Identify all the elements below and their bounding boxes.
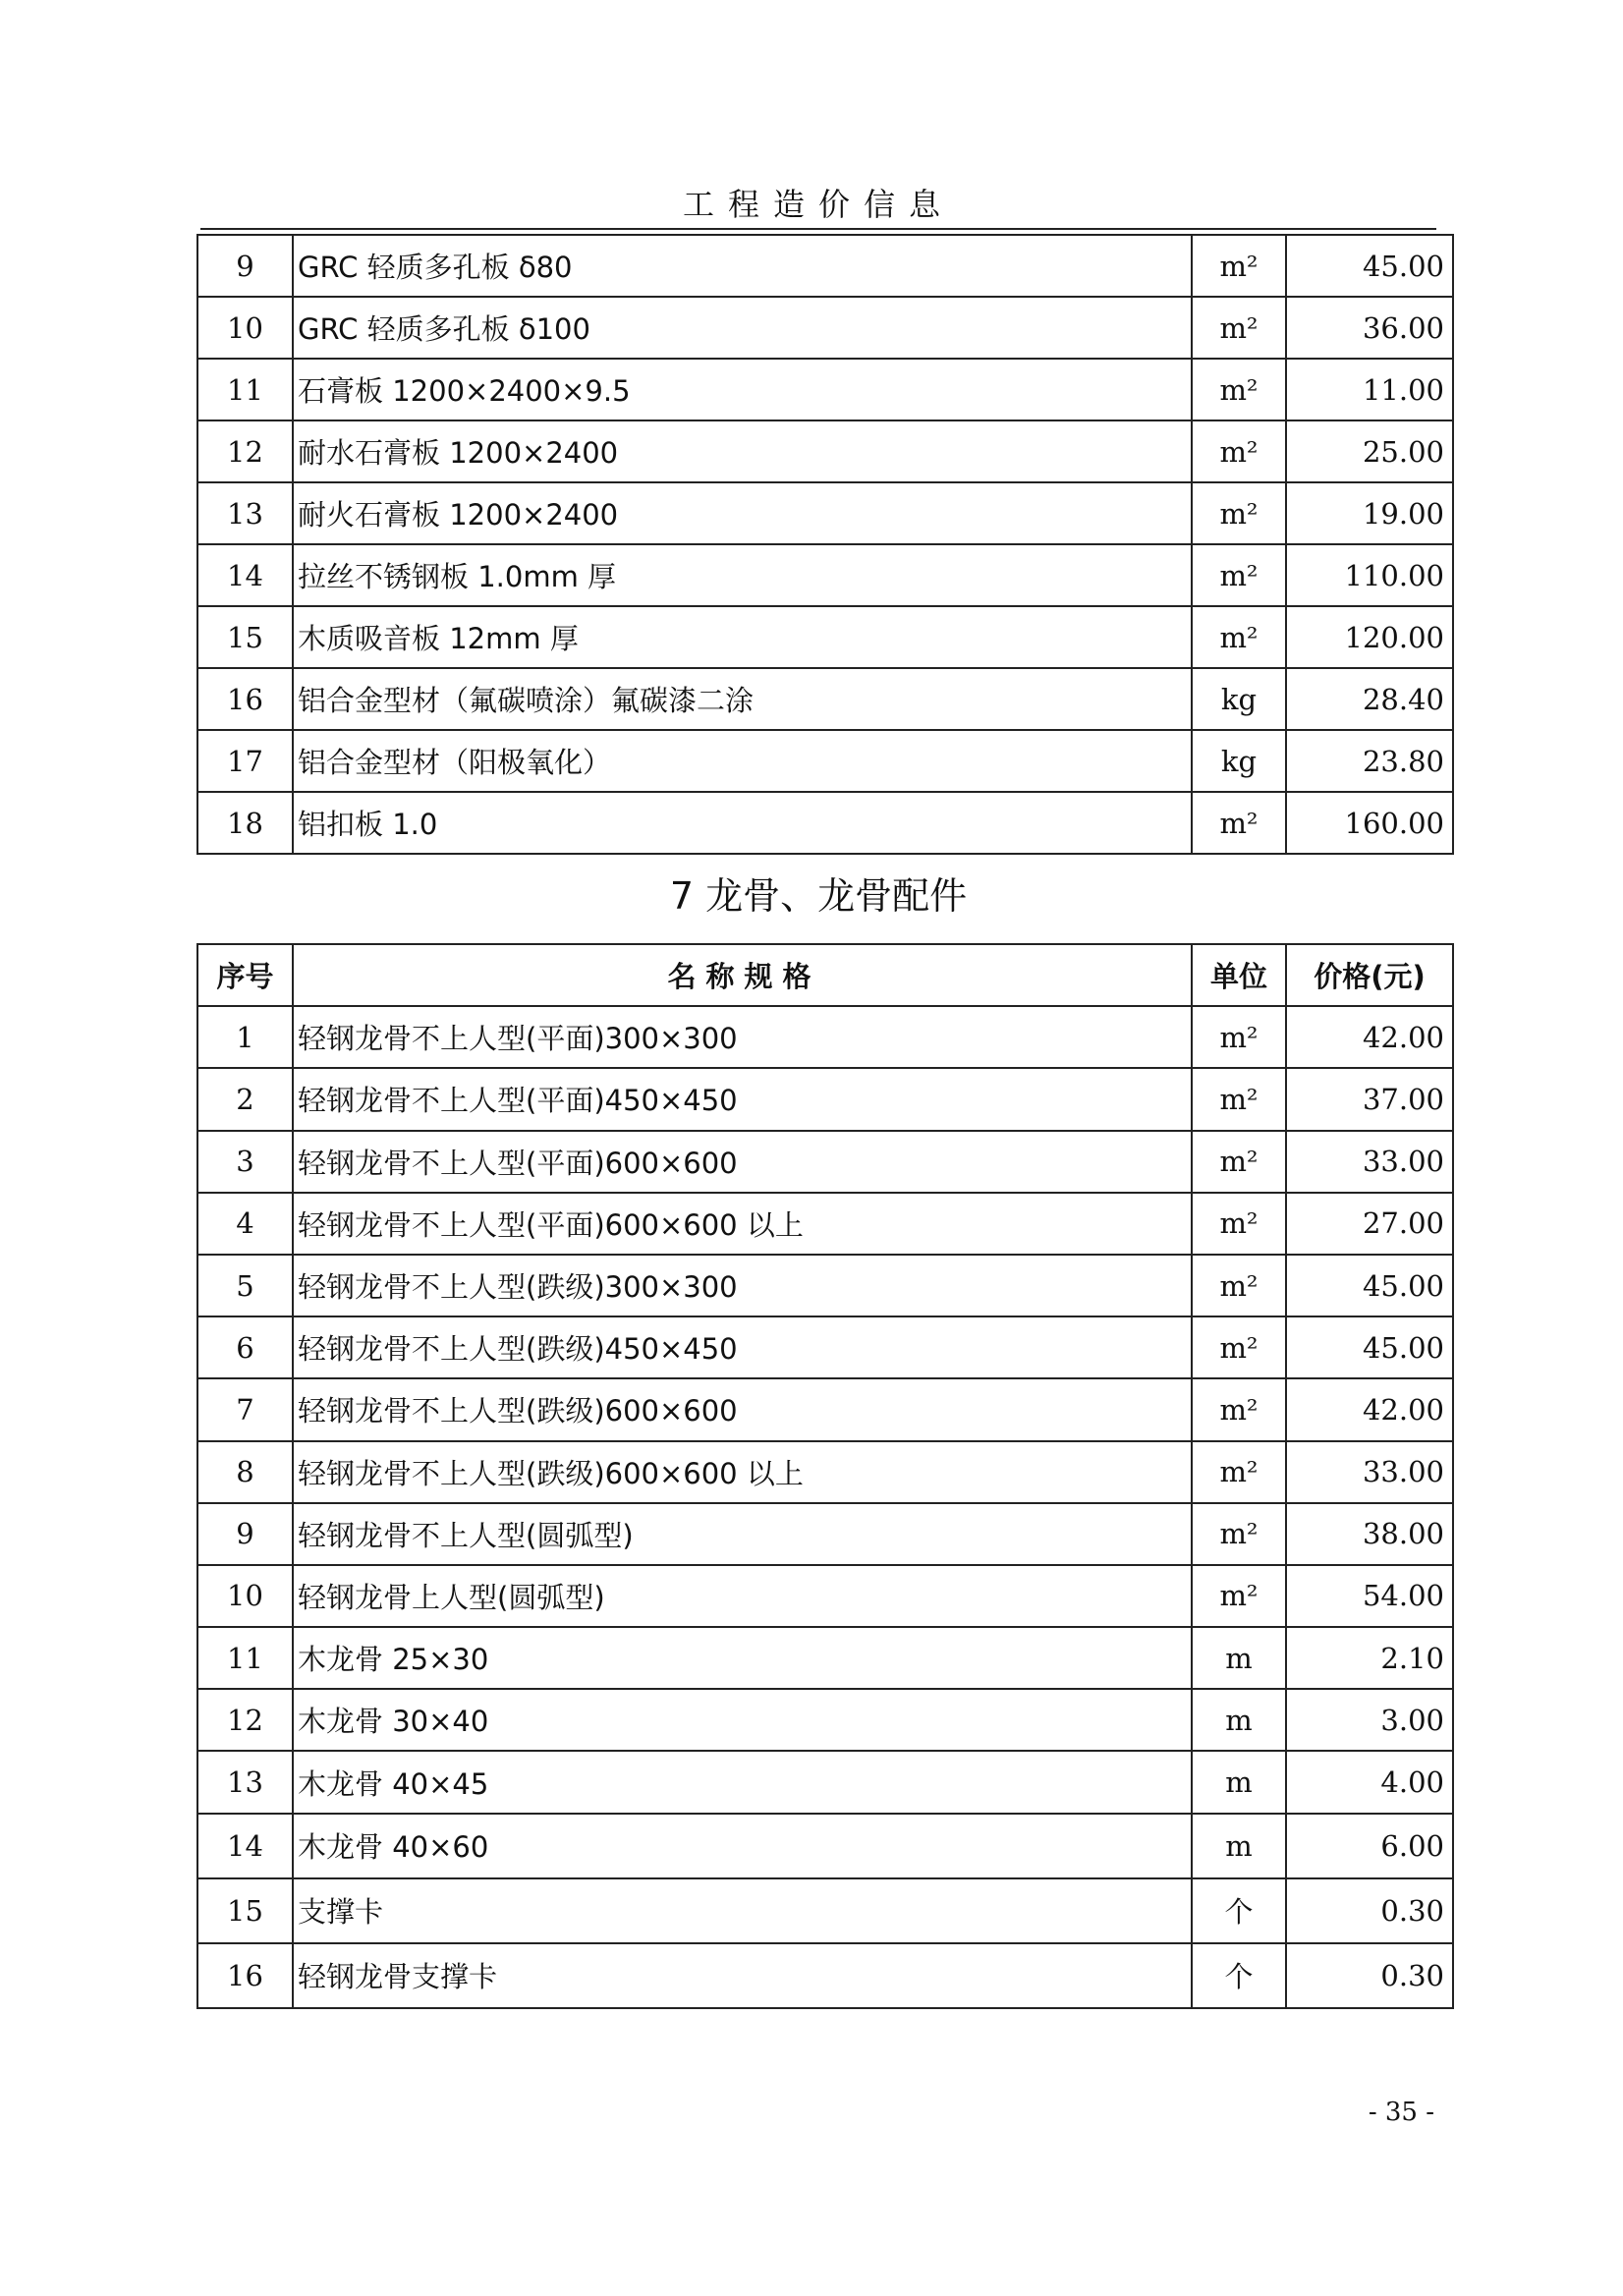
table-row	[197, 1503, 1453, 1565]
item-unit: m²	[1192, 1316, 1286, 1378]
item-price: 45.00	[1286, 1316, 1453, 1378]
table-row	[197, 1255, 1453, 1316]
item-price: 4.00	[1286, 1751, 1453, 1813]
table-row	[197, 420, 1453, 482]
item-name: 铝扣板 1.0	[293, 792, 1192, 854]
table-row	[197, 544, 1453, 606]
item-price: 2.10	[1286, 1627, 1453, 1689]
table-row	[197, 482, 1453, 544]
item-name: 轻钢龙骨支撑卡	[293, 1943, 1192, 2008]
item-price: 160.00	[1286, 792, 1453, 854]
header-unit: 单位	[1192, 944, 1286, 1006]
row-number: 6	[197, 1316, 293, 1378]
header-rule	[200, 228, 1436, 230]
item-unit: 个	[1192, 1943, 1286, 2008]
item-unit: m²	[1192, 482, 1286, 544]
item-price: 23.80	[1286, 730, 1453, 792]
keel-price-table	[196, 943, 1454, 2009]
row-number: 15	[197, 1878, 293, 1943]
header-no: 序号	[197, 944, 293, 1006]
item-unit: m²	[1192, 297, 1286, 359]
item-name: 木龙骨 25×30	[293, 1627, 1192, 1689]
item-unit: m²	[1192, 235, 1286, 297]
item-price: 25.00	[1286, 420, 1453, 482]
page-number: - 35 -	[1368, 2098, 1434, 2127]
item-name: 耐水石膏板 1200×2400	[293, 420, 1192, 482]
item-price: 45.00	[1286, 235, 1453, 297]
running-header: 工程造价信息	[682, 186, 954, 223]
item-unit: m²	[1192, 1131, 1286, 1193]
item-unit: m²	[1192, 1255, 1286, 1316]
table-row	[197, 1943, 1453, 2008]
item-name: 轻钢龙骨不上人型(跌级)600×600 以上	[293, 1441, 1192, 1503]
row-number: 11	[197, 1627, 293, 1689]
item-unit: kg	[1192, 668, 1286, 730]
table-row	[197, 1689, 1453, 1751]
item-unit: m²	[1192, 1378, 1286, 1440]
section-title: 7 龙骨、龙骨配件	[669, 874, 968, 918]
item-price: 0.30	[1286, 1878, 1453, 1943]
item-unit: m²	[1192, 1565, 1286, 1627]
item-unit: m²	[1192, 1441, 1286, 1503]
item-price: 33.00	[1286, 1441, 1453, 1503]
item-price: 110.00	[1286, 544, 1453, 606]
item-price: 54.00	[1286, 1565, 1453, 1627]
item-name: 轻钢龙骨不上人型(平面)450×450	[293, 1068, 1192, 1130]
table-row	[197, 1441, 1453, 1503]
item-name: 轻钢龙骨不上人型(跌级)450×450	[293, 1316, 1192, 1378]
item-price: 11.00	[1286, 359, 1453, 420]
item-name: 轻钢龙骨不上人型(跌级)600×600	[293, 1378, 1192, 1440]
row-number: 5	[197, 1255, 293, 1316]
item-unit: m²	[1192, 1068, 1286, 1130]
item-unit: kg	[1192, 730, 1286, 792]
row-number: 4	[197, 1193, 293, 1255]
row-number: 17	[197, 730, 293, 792]
table-row	[197, 1193, 1453, 1255]
row-number: 3	[197, 1131, 293, 1193]
row-number: 13	[197, 1751, 293, 1813]
item-unit: m²	[1192, 1006, 1286, 1068]
item-name: 轻钢龙骨不上人型(圆弧型)	[293, 1503, 1192, 1565]
item-unit: m²	[1192, 359, 1286, 420]
row-number: 2	[197, 1068, 293, 1130]
item-name: GRC 轻质多孔板 δ80	[293, 235, 1192, 297]
item-price: 33.00	[1286, 1131, 1453, 1193]
item-name: 轻钢龙骨不上人型(平面)600×600	[293, 1131, 1192, 1193]
row-number: 18	[197, 792, 293, 854]
row-number: 9	[197, 1503, 293, 1565]
table-row	[197, 1878, 1453, 1943]
item-price: 42.00	[1286, 1006, 1453, 1068]
table-row	[197, 1751, 1453, 1813]
table-row	[197, 606, 1453, 668]
item-unit: m	[1192, 1689, 1286, 1751]
item-price: 3.00	[1286, 1689, 1453, 1751]
item-price: 37.00	[1286, 1068, 1453, 1130]
table-row	[197, 792, 1453, 854]
item-unit: m²	[1192, 1503, 1286, 1565]
row-number: 1	[197, 1006, 293, 1068]
item-unit: m²	[1192, 1193, 1286, 1255]
item-price: 19.00	[1286, 482, 1453, 544]
item-name: 木质吸音板 12mm 厚	[293, 606, 1192, 668]
table-row	[197, 1378, 1453, 1440]
row-number: 12	[197, 420, 293, 482]
table-row	[197, 1316, 1453, 1378]
item-name: 石膏板 1200×2400×9.5	[293, 359, 1192, 420]
table-header-row	[197, 944, 1453, 1006]
row-number: 7	[197, 1378, 293, 1440]
item-unit: m	[1192, 1814, 1286, 1878]
item-unit: m²	[1192, 792, 1286, 854]
item-name: 拉丝不锈钢板 1.0mm 厚	[293, 544, 1192, 606]
row-number: 16	[197, 1943, 293, 2008]
item-price: 0.30	[1286, 1943, 1453, 2008]
row-number: 15	[197, 606, 293, 668]
row-number: 14	[197, 544, 293, 606]
table-row	[197, 1006, 1453, 1068]
item-name: 轻钢龙骨不上人型(平面)600×600 以上	[293, 1193, 1192, 1255]
table-row	[197, 297, 1453, 359]
row-number: 11	[197, 359, 293, 420]
row-number: 8	[197, 1441, 293, 1503]
header-name: 名称规格	[293, 944, 1192, 1006]
item-name: 铝合金型材（阳极氧化）	[293, 730, 1192, 792]
header-price: 价格(元)	[1286, 944, 1453, 1006]
table-row	[197, 1627, 1453, 1689]
table-row	[197, 359, 1453, 420]
item-name: 木龙骨 40×60	[293, 1814, 1192, 1878]
row-number: 16	[197, 668, 293, 730]
table-row	[197, 235, 1453, 297]
item-name: 轻钢龙骨上人型(圆弧型)	[293, 1565, 1192, 1627]
item-unit: m²	[1192, 606, 1286, 668]
table-row	[197, 668, 1453, 730]
item-name: GRC 轻质多孔板 δ100	[293, 297, 1192, 359]
item-name: 轻钢龙骨不上人型(平面)300×300	[293, 1006, 1192, 1068]
table-row	[197, 1068, 1453, 1130]
item-name: 铝合金型材（氟碳喷涂）氟碳漆二涂	[293, 668, 1192, 730]
item-name: 耐火石膏板 1200×2400	[293, 482, 1192, 544]
item-name: 轻钢龙骨不上人型(跌级)300×300	[293, 1255, 1192, 1316]
item-unit: m²	[1192, 544, 1286, 606]
item-unit: m	[1192, 1751, 1286, 1813]
table-row	[197, 1565, 1453, 1627]
item-price: 6.00	[1286, 1814, 1453, 1878]
table-row	[197, 730, 1453, 792]
price-table-continued	[196, 234, 1454, 855]
item-unit: m²	[1192, 420, 1286, 482]
item-price: 38.00	[1286, 1503, 1453, 1565]
item-price: 28.40	[1286, 668, 1453, 730]
item-name: 支撑卡	[293, 1878, 1192, 1943]
row-number: 14	[197, 1814, 293, 1878]
row-number: 13	[197, 482, 293, 544]
row-number: 9	[197, 235, 293, 297]
item-price: 36.00	[1286, 297, 1453, 359]
row-number: 10	[197, 297, 293, 359]
item-unit: 个	[1192, 1878, 1286, 1943]
item-price: 45.00	[1286, 1255, 1453, 1316]
row-number: 12	[197, 1689, 293, 1751]
item-price: 42.00	[1286, 1378, 1453, 1440]
table-row	[197, 1131, 1453, 1193]
item-unit: m	[1192, 1627, 1286, 1689]
item-price: 120.00	[1286, 606, 1453, 668]
table-row	[197, 1814, 1453, 1878]
item-name: 木龙骨 40×45	[293, 1751, 1192, 1813]
row-number: 10	[197, 1565, 293, 1627]
item-name: 木龙骨 30×40	[293, 1689, 1192, 1751]
item-price: 27.00	[1286, 1193, 1453, 1255]
